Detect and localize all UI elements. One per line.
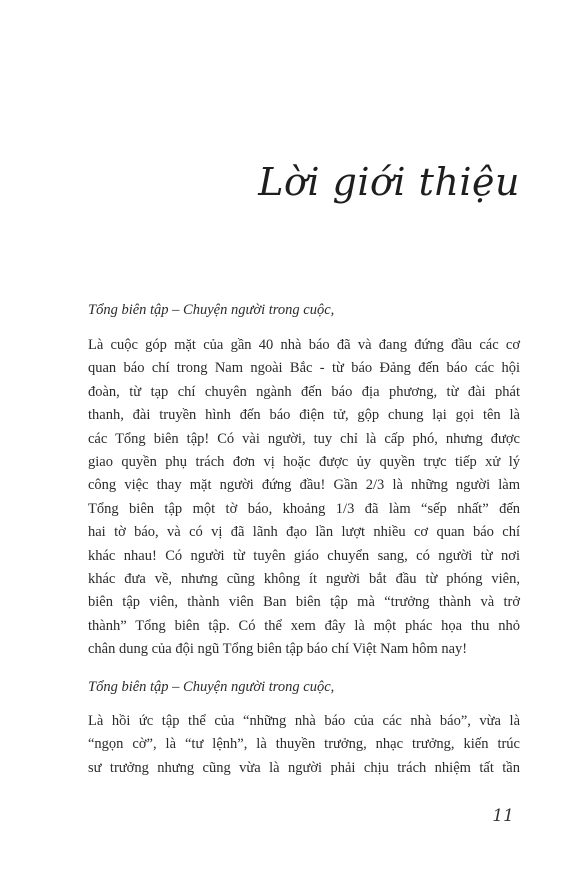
paragraph-line: chân dung của đội ngũ Tổng biên tập báo chí Việt Nam hôm nay! (88, 641, 468, 658)
paragraph-line: thành” Tổng biên tập. Có thể xem đây là một phác họa thu nhỏ (88, 617, 520, 634)
paragraph-line: quan báo chí trong Nam ngoài Bắc - từ báo Đảng đến báo các hội (88, 360, 520, 377)
paragraph-line: Là hồi ức tập thể của “những nhà báo của các nhà báo”, vừa là (88, 713, 520, 729)
paragraph-line: khác đưa về, nhưng cũng không ít người bắt đầu từ phóng viên, (88, 571, 520, 588)
paragraph-line: sư trưởng nhưng cũng vừa là người phải chịu trách nhiệm tất tần (88, 759, 520, 776)
paragraph-line: các Tổng biên tập! Có vài người, tuy chỉ là cấp phó, nhưng được (88, 430, 520, 447)
paragraph-line: biên tập viên, thành viên Ban biên tập mà “trưởng thành và trở (88, 594, 520, 611)
intro-section-2 (88, 677, 520, 780)
section-lead: Tổng biên tập – Chuyện người trong cuộc, (88, 302, 335, 318)
page-number: 11 (492, 806, 514, 826)
intro-section-1 (88, 300, 520, 662)
paragraph-line: hai tờ báo, và có vị đã lãnh đạo lần lượt nhiều cơ quan báo chí (88, 524, 520, 541)
paragraph-line: đoàn, từ tạp chí chuyên ngành đến báo địa phương, từ đài phát (88, 383, 520, 400)
section-paragraph (88, 710, 520, 780)
paragraph-line: Tổng biên tập một tờ báo, khoảng 1/3 đã làm “sếp nhất” đến (88, 500, 520, 517)
paragraph-line: thanh, đài truyền hình đến báo điện tử, gộp chung lại gọi tên là (88, 407, 520, 424)
section-lead: Tổng biên tập – Chuyện người trong cuộc, (88, 679, 335, 695)
paragraph-line: công việc thay mặt người đứng đầu! Gần 2/3 là những người làm (88, 477, 520, 494)
paragraph-line: giao quyền phụ trách đơn vị hoặc được ủy quyền trực tiếp xử lý (88, 454, 520, 471)
paragraph-line: “ngọn cờ”, là “tư lệnh”, là thuyền trưởng, nhạc trưởng, kiến trúc (88, 736, 520, 753)
chapter-title: Lời giới thiệu (258, 160, 520, 204)
section-paragraph (88, 334, 520, 662)
paragraph-line: khác nhau! Có người từ tuyên giáo chuyển sang, có người từ nơi (88, 547, 520, 564)
paragraph-line: Là cuộc góp mặt của gần 40 nhà báo đã và đang đứng đầu các cơ (88, 337, 520, 353)
